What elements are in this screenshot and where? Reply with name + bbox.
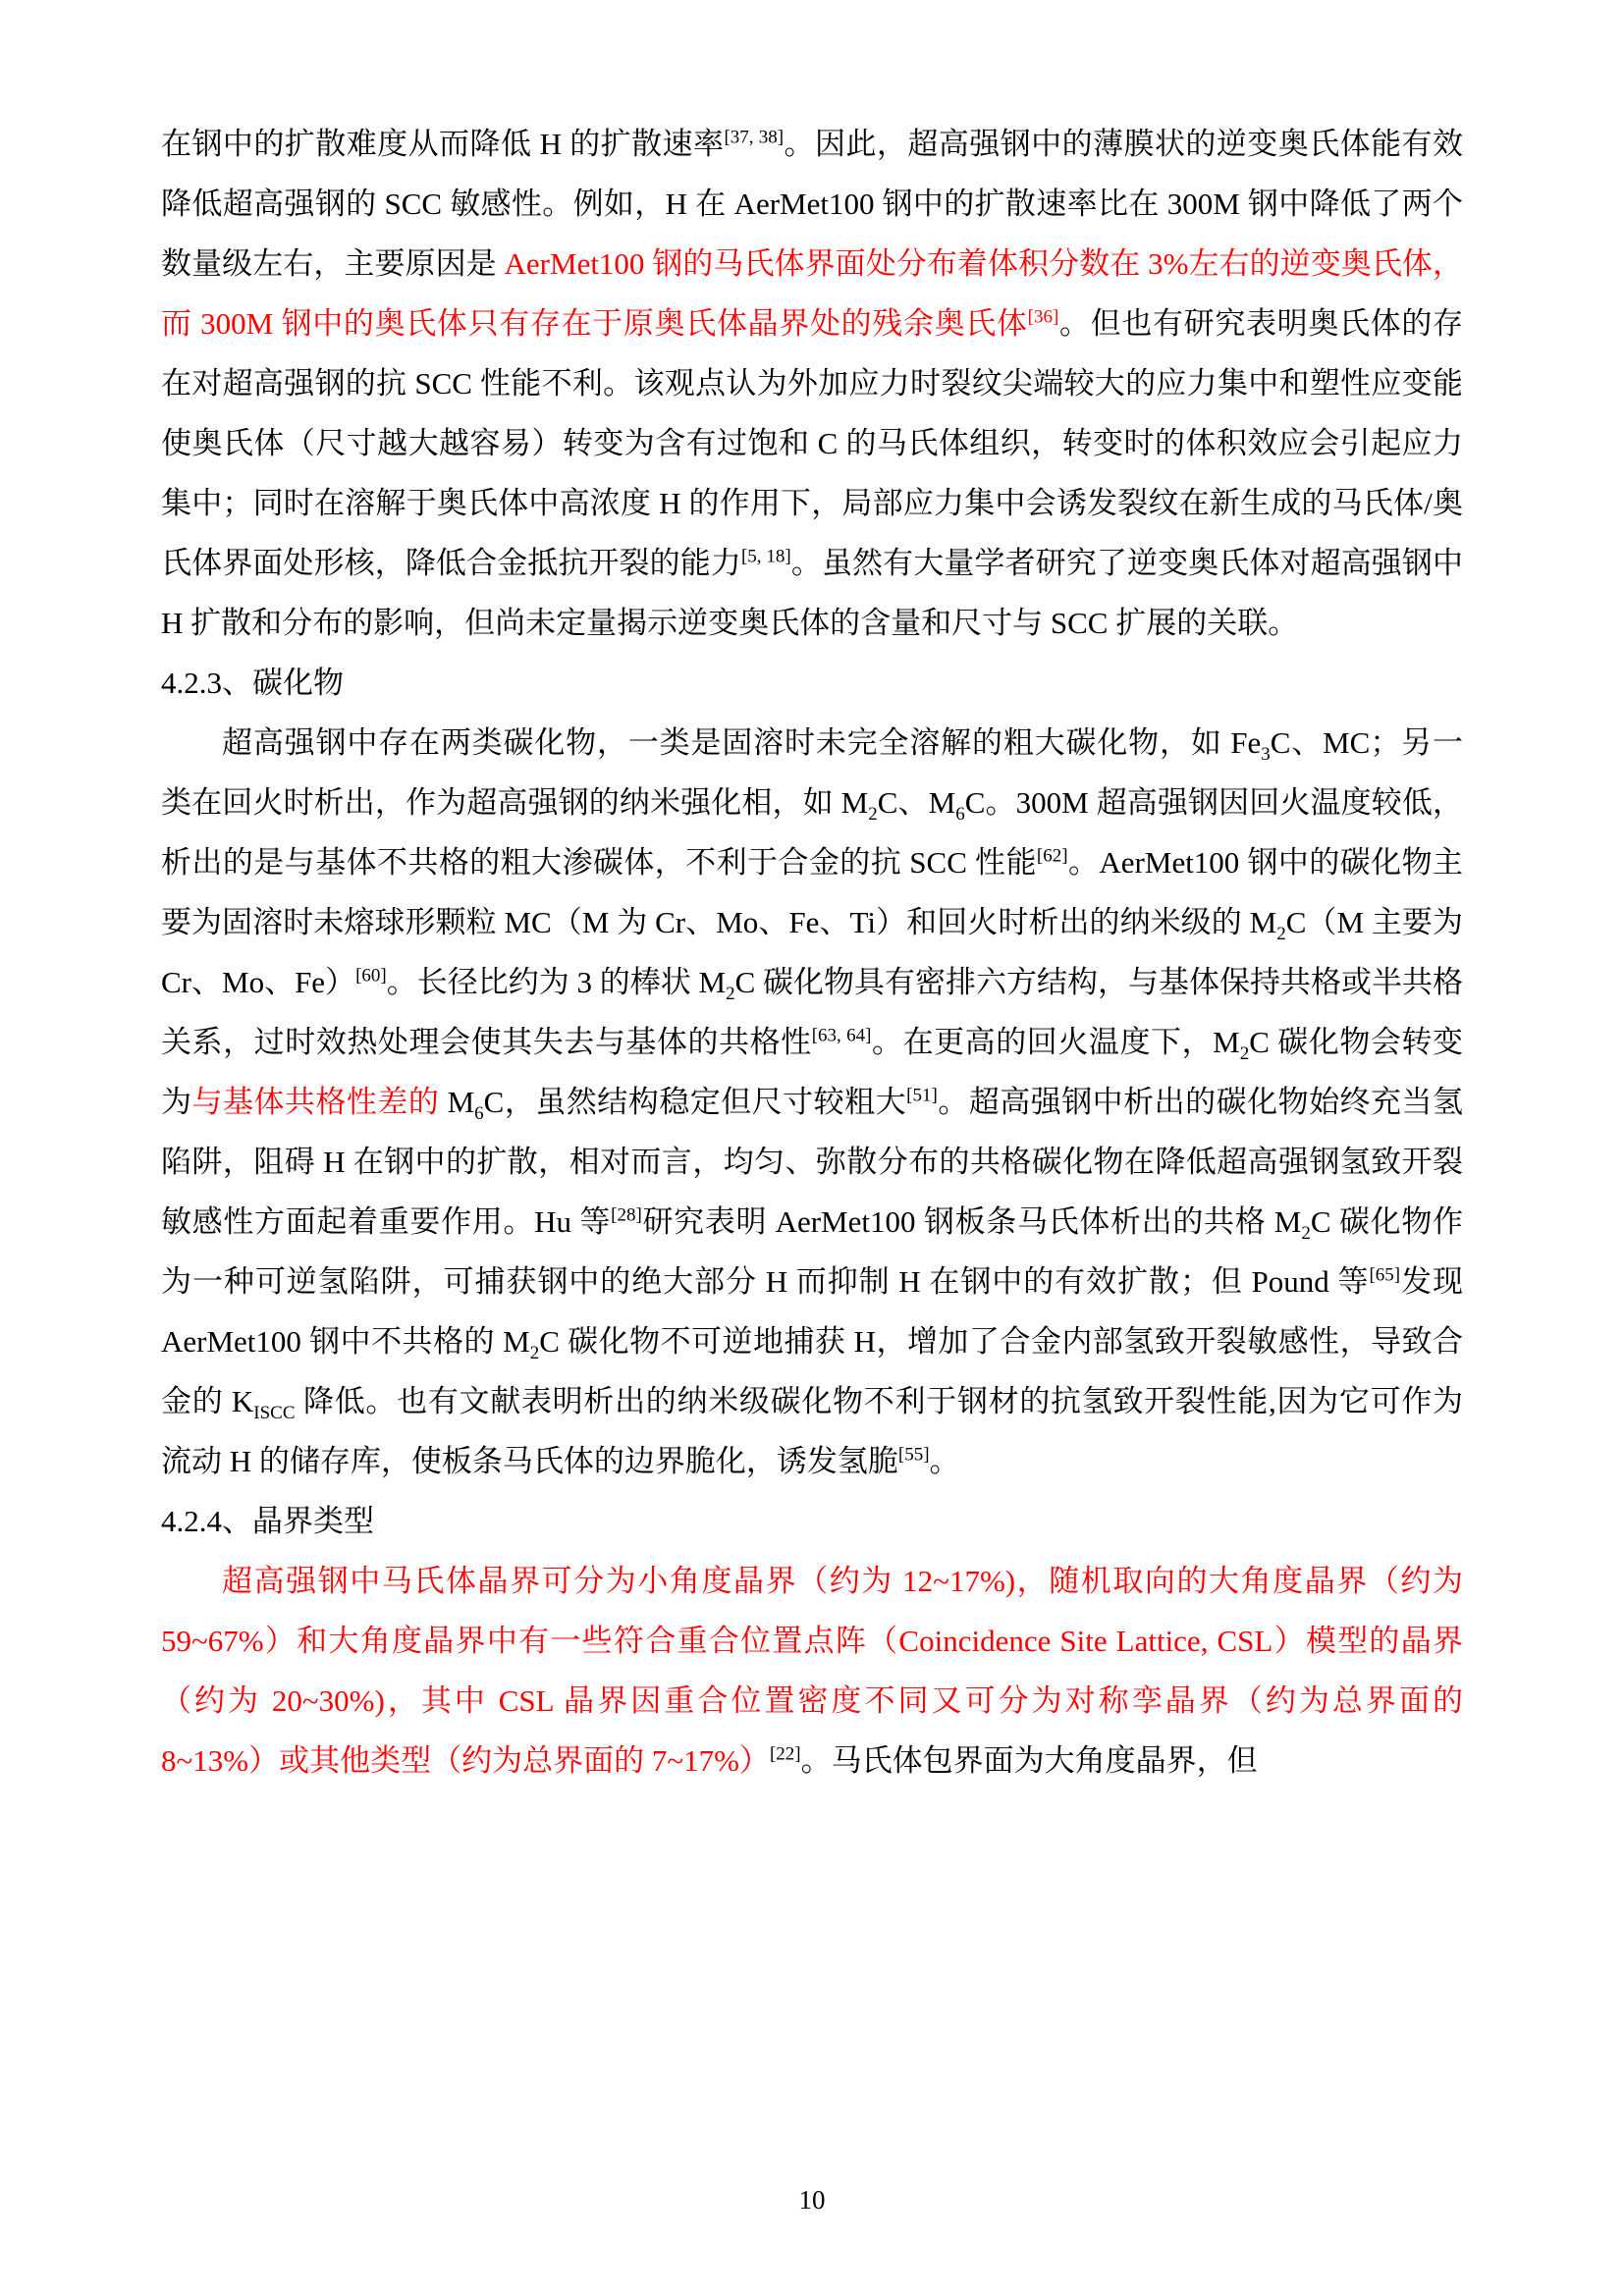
- text-run: C。300M 超高强钢因回火温度较低，析出的是与基体不共格的粗大渗碳体，不利于合金的抗 SCC 性能: [161, 785, 1463, 880]
- text-run: 。虽然有大量学者研究了逆变奥氏体对超高强钢中 H 扩散和分布的影响，但尚未定量揭示逆变奥氏体的含量和尺寸与 SCC 扩展的关联。: [161, 546, 1464, 640]
- citation-ref: [55]: [897, 1444, 930, 1466]
- subscript-text: 2: [1239, 1043, 1250, 1065]
- citation-ref: [51]: [906, 1085, 938, 1106]
- text-run: 。AerMet100 钢中的碳化物主要为固溶时未熔球形颗粒 MC（M 为 Cr、Mo、Fe、Ti）和回火时析出的纳米级的 M: [161, 845, 1464, 939]
- text-run: 。在更高的回火温度下，M: [871, 1025, 1240, 1059]
- text-run: 。但也有研究表明奥氏体的存在对超高强钢的抗 SCC 性能不利。该观点认为外加应力时裂纹尖端较大的应力集中和塑性应变能使奥氏体（尺寸越大越容易）转变为含有过饱和 C 的马氏体组织，转变时的体积效应会引起应力集中；同时在溶解于奥氏体中高浓度 H 的作用下，局部应力集中会诱发裂纹在新生成的马氏体/奥氏体界面处形核，降低合金抵抗开裂的能力: [161, 306, 1463, 580]
- subscript-text: 2: [1301, 1223, 1311, 1245]
- body-paragraph: [161, 114, 1463, 653]
- subscript-text: 2: [868, 804, 878, 826]
- subscript-text: 2: [529, 1343, 540, 1364]
- text-run: 。: [929, 1444, 960, 1478]
- citation-ref: [62]: [1036, 845, 1068, 867]
- text-run: 在钢中的扩散难度从而降低 H 的扩散速率: [161, 127, 725, 161]
- citation-ref: [36]: [1027, 306, 1059, 328]
- text-run: 发现 AerMet100 钢中不共格的 M: [161, 1264, 1464, 1359]
- section-heading: [161, 653, 1463, 713]
- citation-ref: [63, 64]: [811, 1025, 872, 1046]
- subscript-text: 2: [726, 984, 735, 1005]
- citation-ref: [22]: [769, 1743, 801, 1765]
- subscript-text: 6: [955, 804, 965, 826]
- citation-ref: [65]: [1369, 1264, 1401, 1286]
- text-run: C 碳化物会转变为: [161, 1025, 1463, 1119]
- body-paragraph: [161, 1551, 1463, 1790]
- page-content: [161, 114, 1463, 1790]
- section-heading: [161, 1491, 1463, 1551]
- text-run: C，虽然结构稳定但尺寸较粗大: [483, 1085, 907, 1119]
- text-run: M: [439, 1085, 475, 1119]
- text-run: C（M 主要为 Cr、Mo、Fe）: [161, 905, 1463, 999]
- text-run: 。因此，超高强钢中的薄膜状的逆变奥氏体能有效降低超高强钢的 SCC 敏感性。例如，H 在 AerMet100 钢中的扩散速率比在 300M 钢中降低了两个数量级左右，主要原因是: [161, 127, 1464, 281]
- text-run: 超高强钢中存在两类碳化物，一类是固溶时未完全溶解的粗大碳化物，如 Fe: [222, 725, 1262, 760]
- text-run: C 碳化物不可逆地捕获 H，增加了合金内部氢致开裂敏感性，导致合金的 K: [161, 1324, 1463, 1418]
- text-run: C 碳化物具有密排六方结构，与基体保持共格或半共格关系，过时效热处理会使其失去与基体的共格性: [161, 965, 1463, 1059]
- text-run: 。长径比约为 3 的棒状 M: [386, 965, 727, 999]
- subscript-text: 2: [1276, 924, 1286, 945]
- body-paragraph: [161, 713, 1463, 1491]
- page-number: 10: [798, 2185, 826, 2215]
- highlighted-text: 与基体共格性差的: [191, 1085, 440, 1119]
- citation-ref: [60]: [355, 965, 387, 987]
- highlighted-text: AerMet100 钢的马氏体界面处分布着体积分数在 3%左右的逆变奥氏体，而 300M 钢中的奥氏体只有存在于原奥氏体晶界处的残余奥氏体: [161, 246, 1463, 341]
- highlighted-text: 超高强钢中马氏体晶界可分为小角度晶界（约为 12~17%)，随机取向的大角度晶界（约为 59~67%）和大角度晶界中有一些符合重合位置点阵（Coincidence Site Lattice, CSL）模型的晶界（约为 20~30%)，其中 CSL 晶界因重合位置密度不同又可分为对称孪晶界（约为总界面的 8~13%）或其他类型（约为总界面的 7~17%）: [161, 1564, 1463, 1778]
- text-run: 降低。也有文献表明析出的纳米级碳化物不利于钢材的抗氢致开裂性能,因为它可作为流动 H 的储存库，使板条马氏体的边界脆化，诱发氢脆: [161, 1384, 1464, 1478]
- text-run: C 碳化物作为一种可逆氢陷阱，可捕获钢中的绝大部分 H 而抑制 H 在钢中的有效扩散；但 Pound 等: [161, 1204, 1464, 1299]
- text-run: 。超高强钢中析出的碳化物始终充当氢陷阱，阻碍 H 在钢中的扩散，相对而言，均匀、弥散分布的共格碳化物在降低超高强钢氢致开裂敏感性方面起着重要作用。Hu 等: [161, 1085, 1464, 1239]
- text-run: C、MC；另一类在回火时析出，作为超高强钢的纳米强化相，如 M: [161, 725, 1463, 820]
- citation-ref: [37, 38]: [724, 127, 785, 148]
- subscript-text: 3: [1261, 744, 1271, 766]
- text-run: C、M: [877, 785, 956, 820]
- subscript-text: ISCC: [253, 1403, 296, 1424]
- citation-ref: [28]: [611, 1204, 642, 1226]
- text-run: 研究表明 AerMet100 钢板条马氏体析出的共格 M: [641, 1204, 1302, 1239]
- text-run: 4.2.3、碳化物: [161, 666, 344, 700]
- text-run: 4.2.4、晶界类型: [161, 1504, 374, 1538]
- citation-ref: [5, 18]: [740, 546, 791, 567]
- text-run: 。马氏体包界面为大角度晶界，但: [800, 1743, 1258, 1778]
- subscript-text: 6: [474, 1103, 484, 1125]
